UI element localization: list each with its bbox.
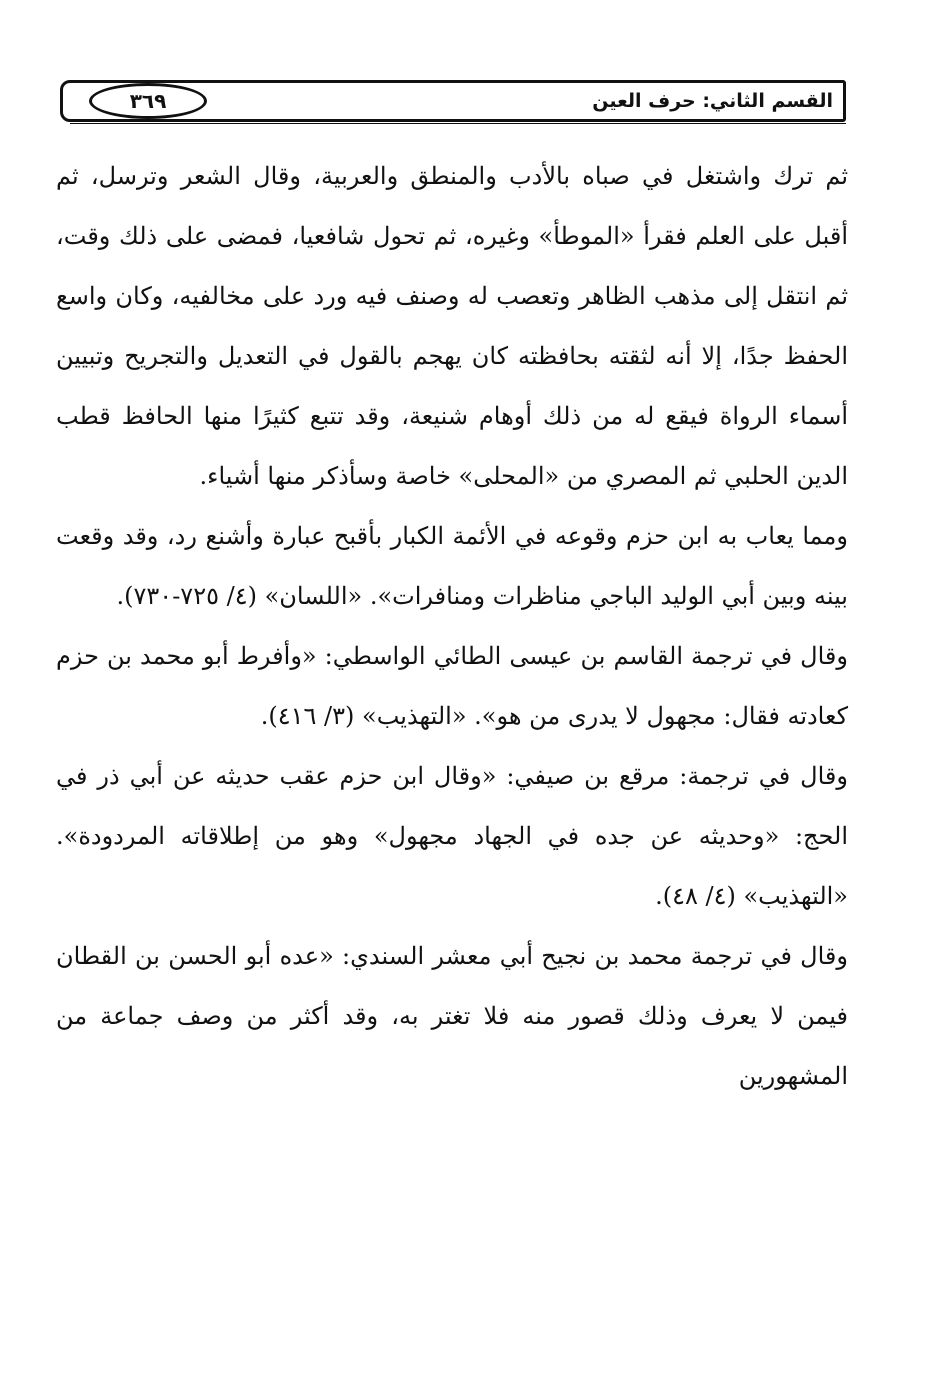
paragraph-1: ثم ترك واشتغل في صباه بالأدب والمنطق والعربية، وقال الشعر وترسل، ثم أقبل على العلم فقرأ «الموطأ» وغيره، ثم تحول شافعيا، فمضى على ذلك وقت، ثم انتقل إلى مذهب الظاهر وتعصب له وصنف فيه ورد على مخالفيه، وكان واسع الحفظ جدًا، إلا أنه لثقته بحافظته كان يهجم بالقول في التعديل والتجريح وتبيين أسماء الرواة فيقع له من ذلك أوهام شنيعة، وقد تتبع كثيرًا منها الحافظ قطب الدين الحلبي ثم المصري من «المحلى» خاصة وسأذكر منها أشياء.: [56, 162, 849, 490]
paragraph-5: وقال في ترجمة محمد بن نجيح أبي معشر السندي: «عده أبو الحسن بن القطان فيمن لا يعرف وذلك قصور منه فلا تغتر به، وقد أكثر من وصف جماعة من المشهورين: [56, 942, 848, 1090]
header-rule: [70, 123, 846, 124]
section-title: القسم الثاني: حرف العين: [592, 90, 833, 112]
page-number: ٣٦٩: [89, 83, 207, 119]
page-header: [60, 80, 846, 122]
page-body: [56, 146, 848, 1106]
paragraph-4: وقال في ترجمة: مرقع بن صيفي: «وقال ابن حزم عقب حديثه عن أبي ذر في الحج: «وحديثه عن جده في الجهاد مجهول» وهو من إطلاقاته المردودة». «التهذيب» (٤/ ٤٨).: [56, 762, 848, 910]
paragraph-3: وقال في ترجمة القاسم بن عيسى الطائي الواسطي: «وأفرط أبو محمد بن حزم كعادته فقال: مجهول لا يدرى من هو». «التهذيب» (٣/ ٤١٦).: [56, 642, 848, 730]
paragraph-2: ومما يعاب به ابن حزم وقوعه في الأئمة الكبار بأقبح عبارة وأشنع رد، وقد وقعت بينه وبين أبي الوليد الباجي مناظرات ومنافرات». «اللسان» (٤/ ٧٢٥-٧٣٠).: [56, 522, 848, 610]
